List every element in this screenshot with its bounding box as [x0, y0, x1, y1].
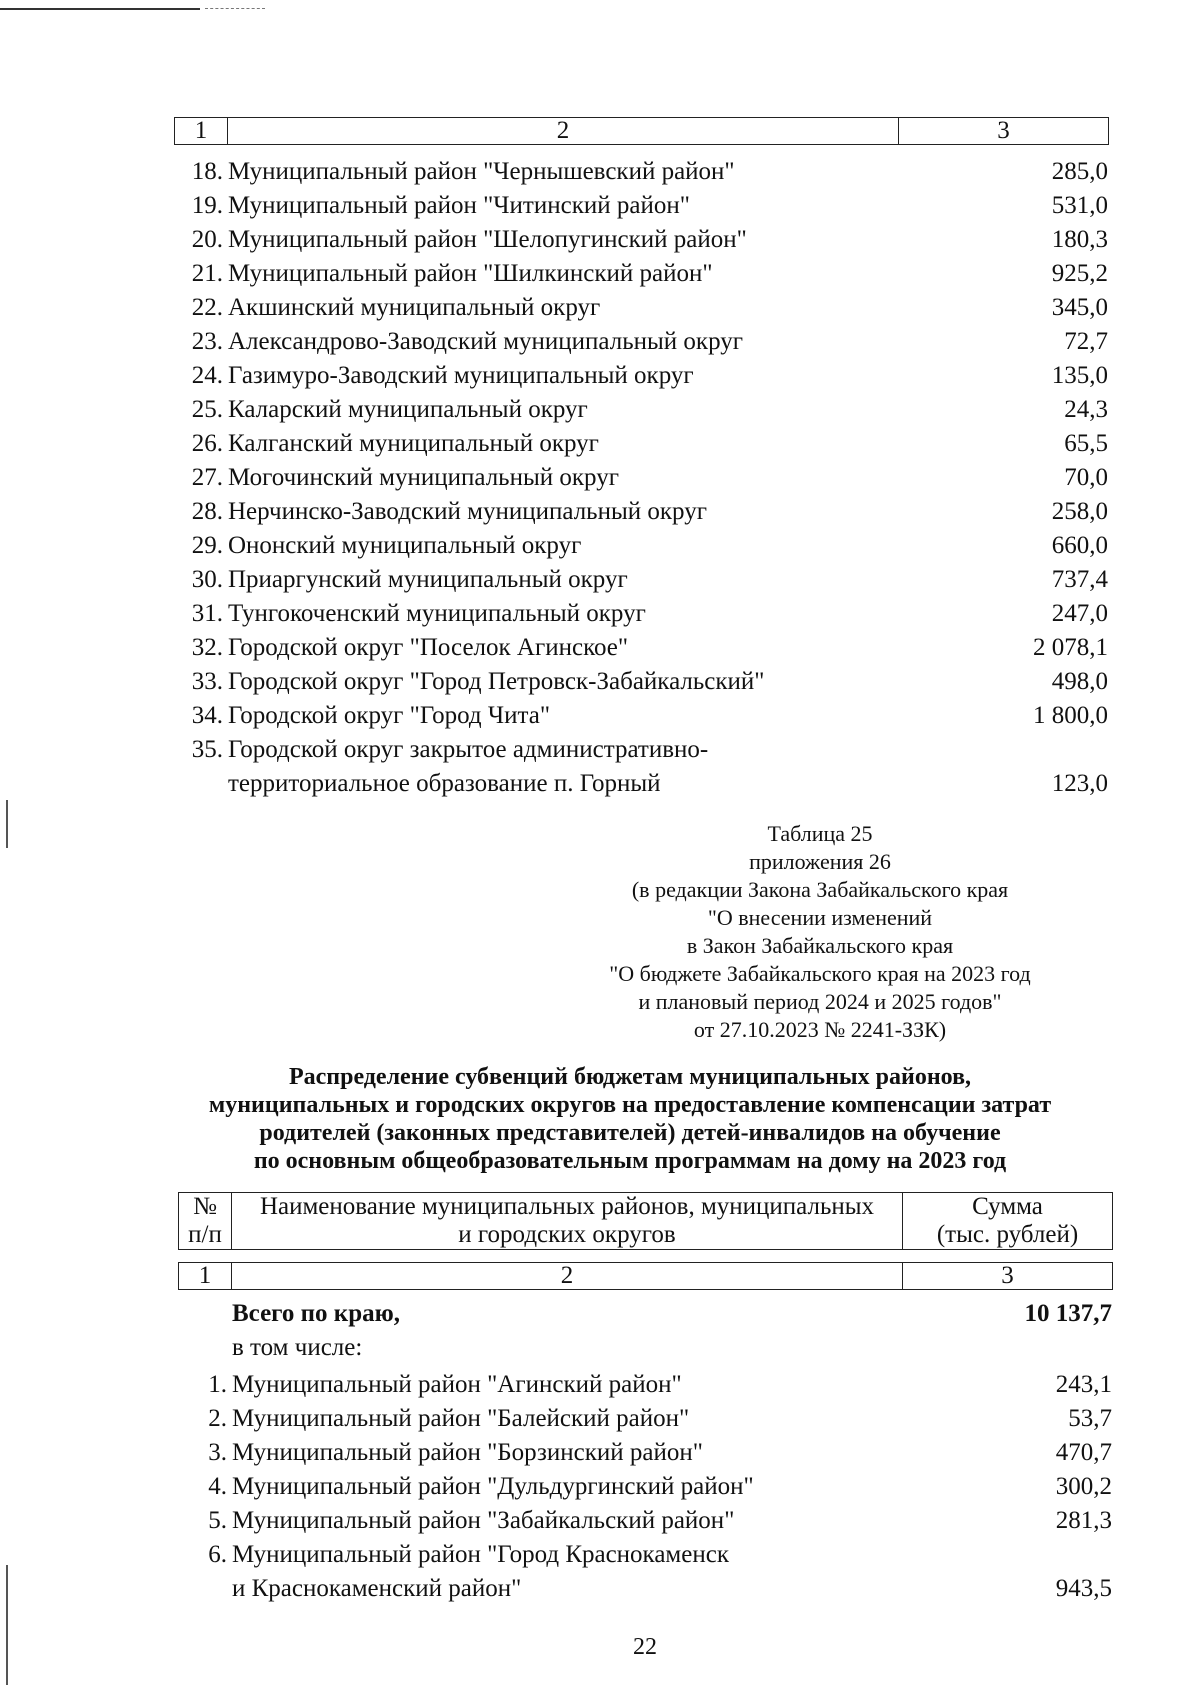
- header-name-line: и городских округов: [458, 1221, 676, 1248]
- row-name-continued: и Краснокаменский район": [232, 1575, 522, 1602]
- row-number: 26.: [191, 430, 223, 457]
- row-value: 737,4: [1051, 566, 1108, 593]
- row-value: 281,3: [1055, 1507, 1112, 1534]
- caption-line: (в редакции Закона Забайкальского края: [631, 877, 1009, 902]
- caption-line: и плановый период 2024 и 2025 годов": [638, 989, 1002, 1014]
- row-value: 180,3: [1051, 226, 1108, 253]
- row-value: 660,0: [1051, 532, 1108, 559]
- total-label: Всего по краю,: [232, 1300, 400, 1327]
- row-name: Газимуро-Заводский муниципальный округ: [228, 362, 694, 389]
- row-number: 20.: [191, 226, 223, 253]
- row-name: Городской округ "Поселок Агинское": [228, 634, 629, 661]
- row-name: Акшинский муниципальный округ: [228, 294, 601, 321]
- row-value: 53,7: [1068, 1405, 1112, 1432]
- row-name: Калганский муниципальный округ: [228, 430, 599, 457]
- list-item: [0, 155, 1200, 189]
- header-number-cell: [179, 1193, 232, 1250]
- document-title: [150, 1063, 1110, 1175]
- row-name: Ононский муниципальный округ: [228, 532, 582, 559]
- row-value: 135,0: [1051, 362, 1108, 389]
- header-col-2: 2: [232, 1263, 903, 1290]
- row-name: Могочинский муниципальный округ: [228, 464, 619, 491]
- row-value: 247,0: [1051, 600, 1108, 627]
- row-value: 345,0: [1051, 294, 1108, 321]
- header-number-line: №: [193, 1193, 217, 1220]
- list-item: [0, 563, 1200, 597]
- header-sum-line: Сумма: [972, 1193, 1043, 1220]
- row-number: 31.: [191, 600, 223, 627]
- header-name-cell: [232, 1193, 903, 1250]
- row-value: 925,2: [1051, 260, 1108, 287]
- row-value: 943,5: [1055, 1575, 1112, 1602]
- row-value: 65,5: [1064, 430, 1108, 457]
- caption-line: "О внесении изменений: [707, 905, 933, 930]
- row-number: 30.: [191, 566, 223, 593]
- list-item: [0, 223, 1200, 257]
- row-value: 72,7: [1064, 328, 1108, 355]
- row-number: 35.: [191, 736, 223, 763]
- list-item: [0, 189, 1200, 223]
- row-name: Муниципальный район "Балейский район": [232, 1405, 690, 1432]
- list-item-continuation: [0, 767, 1200, 801]
- scan-mark: [6, 800, 8, 848]
- row-number: 3.: [208, 1439, 227, 1466]
- header-sum-cell: [903, 1193, 1113, 1250]
- row-value: 531,0: [1051, 192, 1108, 219]
- row-value: 123,0: [1051, 770, 1108, 797]
- caption-line: приложения 26: [749, 849, 891, 874]
- page-number: 22: [633, 1634, 657, 1660]
- row-value: 243,1: [1055, 1371, 1112, 1398]
- list-item: [0, 325, 1200, 359]
- row-name: Приаргунский муниципальный округ: [228, 566, 628, 593]
- row-name: Нерчинско-Заводский муниципальный округ: [228, 498, 707, 525]
- row-name: Александрово-Заводский муниципальный округ: [228, 328, 743, 355]
- row-number: 23.: [191, 328, 223, 355]
- row-number: 4.: [208, 1473, 227, 1500]
- row-number: 5.: [208, 1507, 227, 1534]
- row-value: 470,7: [1055, 1439, 1112, 1466]
- row-name: Каларский муниципальный округ: [228, 396, 588, 423]
- list-item: [0, 291, 1200, 325]
- row-name: Муниципальный район "Чернышевский район": [228, 158, 735, 185]
- header-col-3: 3: [903, 1263, 1113, 1290]
- row-number: 28.: [191, 498, 223, 525]
- list-item: [0, 427, 1200, 461]
- row-number: 32.: [191, 634, 223, 661]
- row-value: 498,0: [1051, 668, 1108, 695]
- header-number-line: п/п: [188, 1221, 222, 1248]
- scan-edge-dash: [205, 8, 265, 9]
- header-col-1: 1: [175, 118, 228, 145]
- list-item: [0, 631, 1200, 665]
- list-item: [0, 665, 1200, 699]
- table-caption: [540, 820, 1100, 1044]
- list-item: [0, 529, 1200, 563]
- table-header-numbers: [178, 1262, 1113, 1290]
- row-value: 258,0: [1051, 498, 1108, 525]
- row-number: 1.: [208, 1371, 227, 1398]
- row-name: Муниципальный район "Забайкальский район": [232, 1507, 735, 1534]
- row-name: Муниципальный район "Шелопугинский район": [228, 226, 747, 253]
- subtotal-caption: в том числе:: [232, 1334, 363, 1361]
- list-item: [0, 359, 1200, 393]
- row-name: Тунгокоченский муниципальный округ: [228, 600, 646, 627]
- row-name: Муниципальный район "Агинский район": [232, 1371, 682, 1398]
- row-value: 300,2: [1055, 1473, 1112, 1500]
- subtotal-caption-row: [0, 1331, 1200, 1365]
- row-name-continued: территориальное образование п. Горный: [228, 770, 661, 797]
- header-col-1: 1: [179, 1263, 232, 1290]
- table-header-top: [174, 117, 1109, 145]
- row-number: 21.: [191, 260, 223, 287]
- header-sum-line: (тыс. рублей): [936, 1221, 1079, 1248]
- caption-line: "О бюджете Забайкальского края на 2023 год: [609, 961, 1031, 986]
- row-number: 6.: [208, 1541, 227, 1568]
- header-col-2: 2: [228, 118, 899, 145]
- row-name: Муниципальный район "Город Краснокаменск: [232, 1541, 729, 1568]
- caption-line: Таблица 25: [767, 821, 873, 846]
- row-name: Муниципальный район "Борзинский район": [232, 1439, 703, 1466]
- row-number: 33.: [191, 668, 223, 695]
- row-number: 25.: [191, 396, 223, 423]
- row-number: 22.: [191, 294, 223, 321]
- title-line: родителей (законных представителей) детей-инвалидов на обучение: [259, 1120, 1001, 1146]
- list-item-continuation: [0, 1572, 1200, 1606]
- list-item: [0, 393, 1200, 427]
- list-item: [0, 1368, 1200, 1402]
- row-number: 27.: [191, 464, 223, 491]
- list-item: [0, 1470, 1200, 1504]
- title-line: по основным общеобразовательным программам на дому на 2023 год: [253, 1148, 1007, 1174]
- total-row: [0, 1297, 1200, 1331]
- total-value: 10 137,7: [1024, 1300, 1112, 1327]
- row-number: 34.: [191, 702, 223, 729]
- list-item: [0, 1436, 1200, 1470]
- row-name: Городской округ "Город Чита": [228, 702, 551, 729]
- scan-edge-line: [0, 8, 200, 10]
- row-value: 2 078,1: [1033, 634, 1108, 661]
- list-item: [0, 1504, 1200, 1538]
- list-item: [0, 1402, 1200, 1436]
- row-number: 18.: [191, 158, 223, 185]
- caption-line: в Закон Забайкальского края: [686, 933, 954, 958]
- row-number: 24.: [191, 362, 223, 389]
- row-value: 24,3: [1064, 396, 1108, 423]
- row-name: Городской округ закрытое административно-: [228, 736, 709, 763]
- row-name: Городской округ "Город Петровск-Забайкальский": [228, 668, 765, 695]
- row-number: 19.: [191, 192, 223, 219]
- caption-line: от 27.10.2023 № 2241-ЗЗК): [693, 1017, 947, 1042]
- list-item: [0, 495, 1200, 529]
- row-number: 29.: [191, 532, 223, 559]
- row-value: 70,0: [1064, 464, 1108, 491]
- row-name: Муниципальный район "Шилкинский район": [228, 260, 713, 287]
- title-line: муниципальных и городских округов на предоставление компенсации затрат: [208, 1092, 1052, 1118]
- list-item: [0, 597, 1200, 631]
- table-header-bottom: [178, 1192, 1113, 1250]
- list-item: [0, 257, 1200, 291]
- list-item: [0, 699, 1200, 733]
- header-col-3: 3: [899, 118, 1109, 145]
- list-item: [0, 733, 1200, 767]
- row-number: 2.: [208, 1405, 227, 1432]
- row-value: 1 800,0: [1033, 702, 1108, 729]
- row-name: Муниципальный район "Читинский район": [228, 192, 690, 219]
- title-line: Распределение субвенций бюджетам муниципальных районов,: [288, 1064, 972, 1090]
- row-value: 285,0: [1051, 158, 1108, 185]
- list-item: [0, 1538, 1200, 1572]
- row-name: Муниципальный район "Дульдургинский район": [232, 1473, 754, 1500]
- header-name-line: Наименование муниципальных районов, муниципальных: [259, 1193, 875, 1220]
- list-item: [0, 461, 1200, 495]
